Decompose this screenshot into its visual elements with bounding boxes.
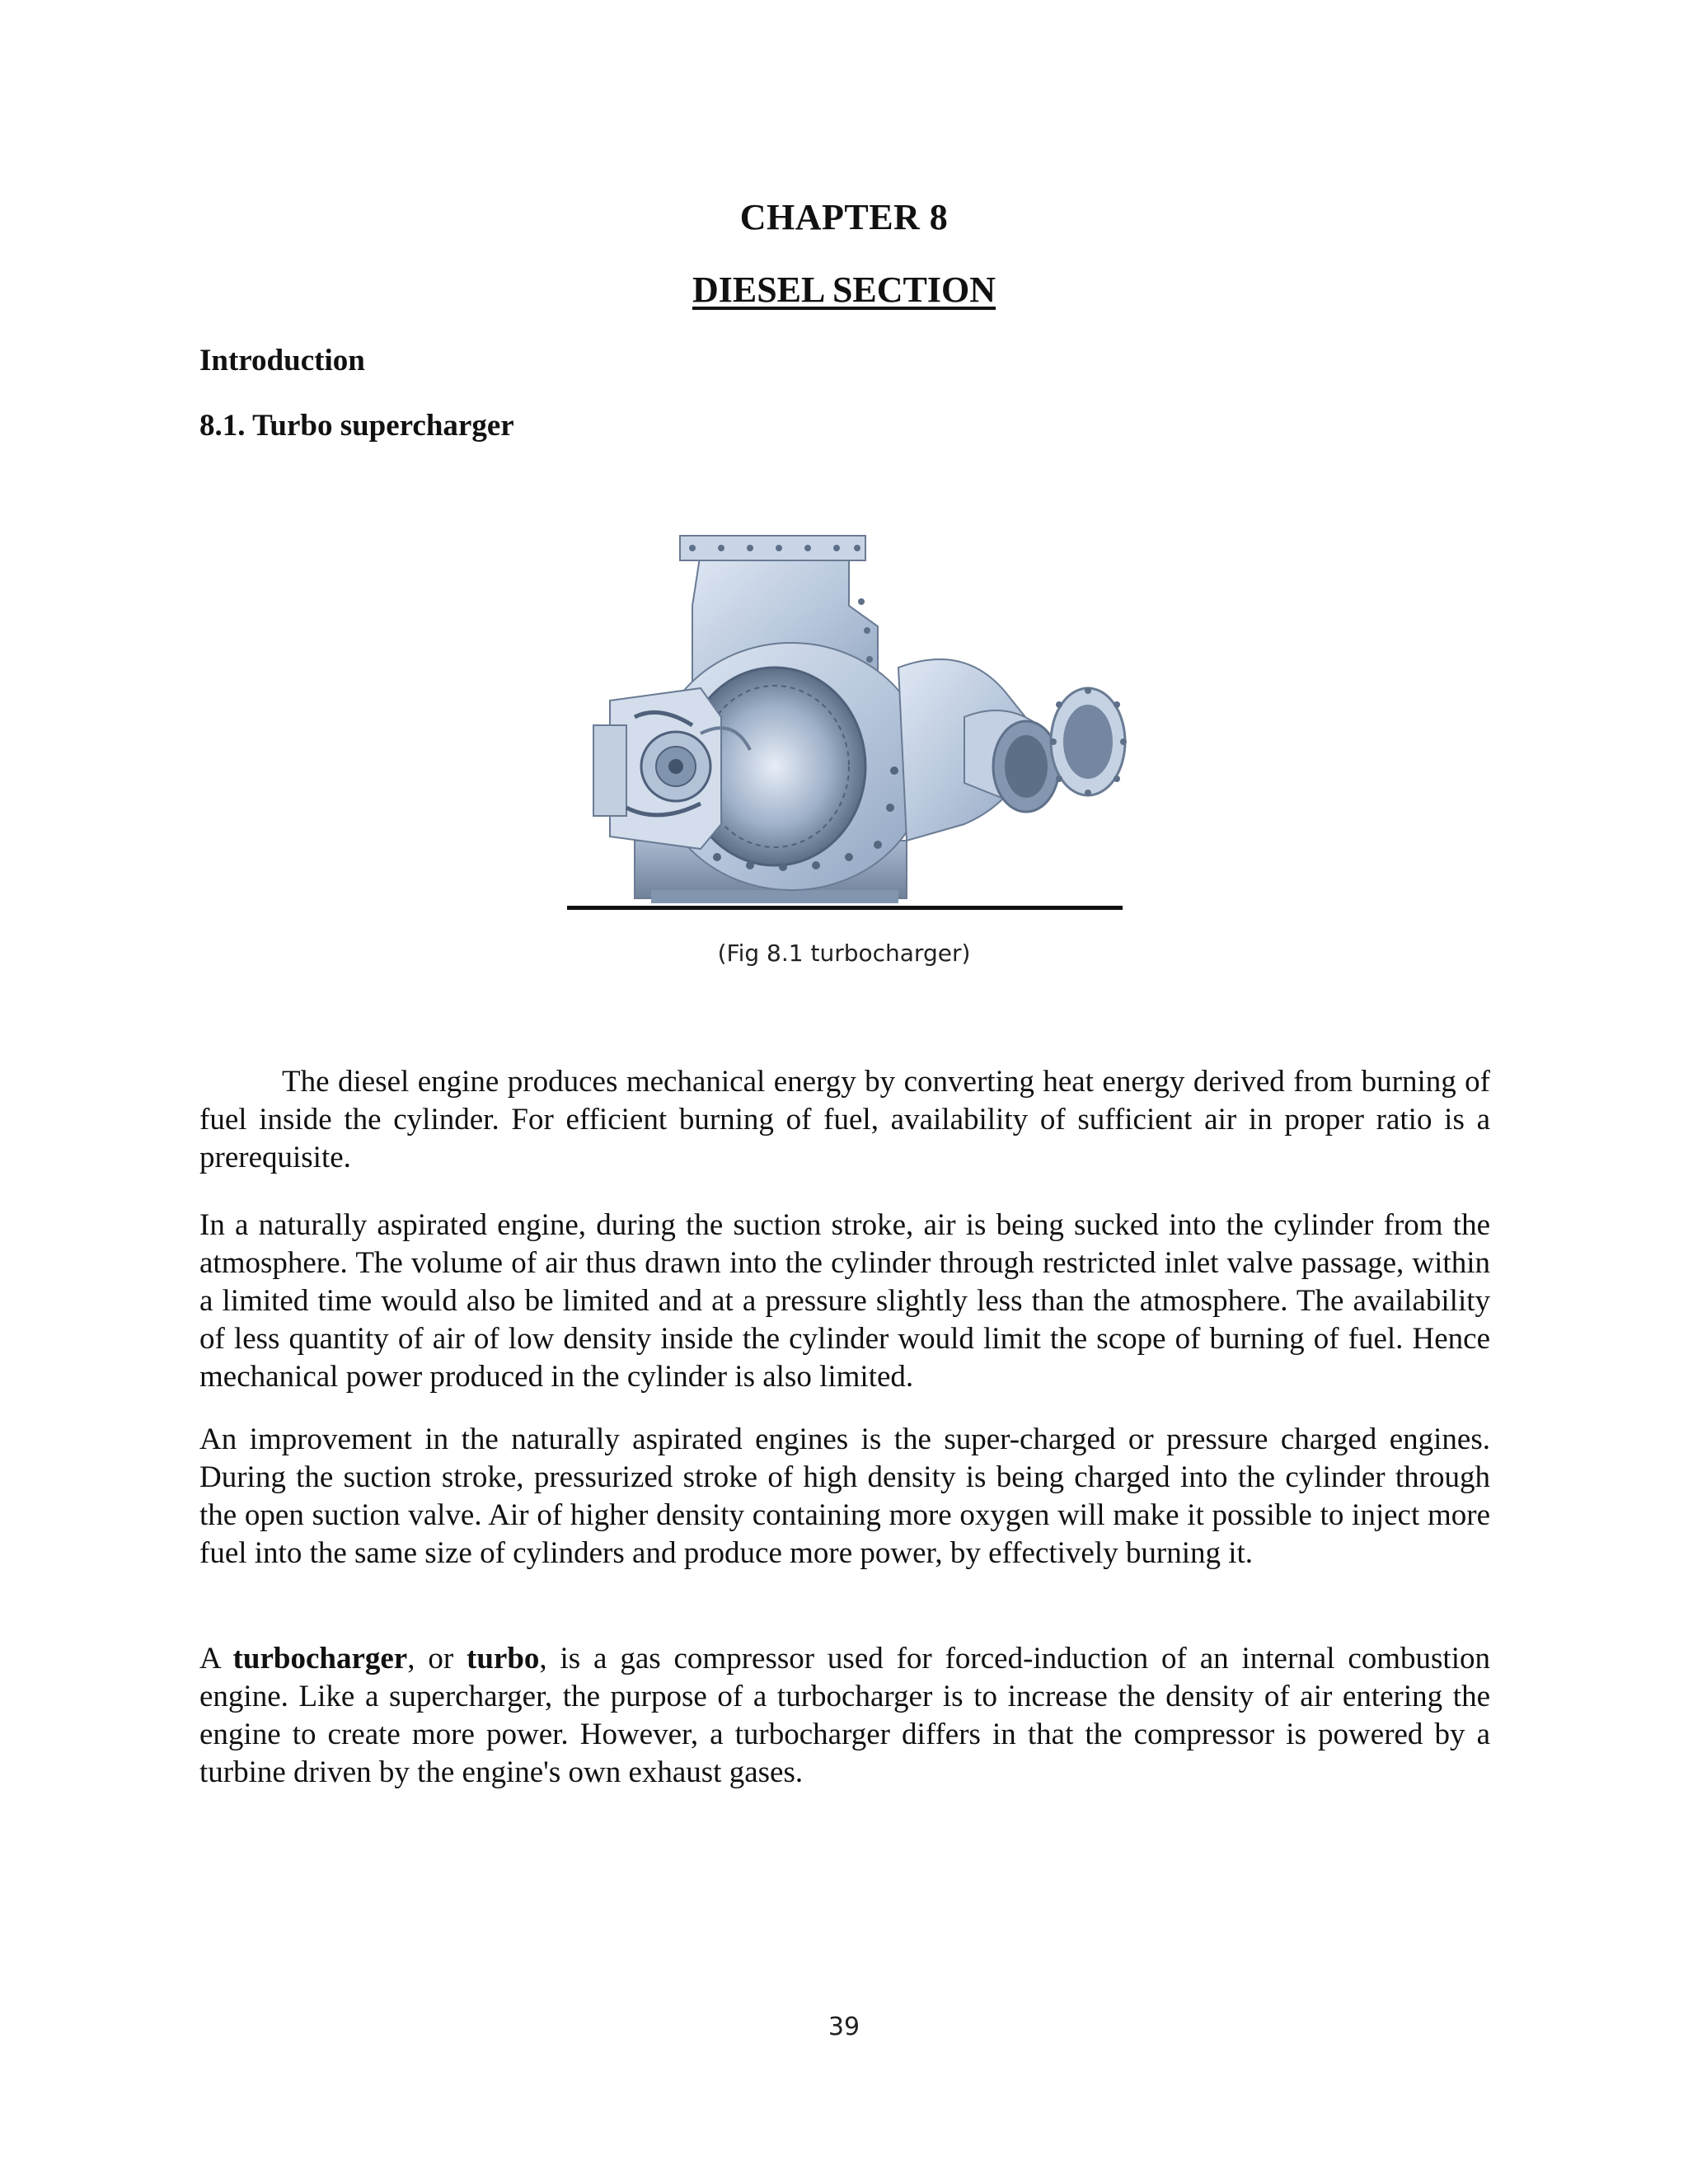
section-title: DIESEL SECTION <box>692 269 996 310</box>
paragraph-4 <box>199 1640 1490 1792</box>
paragraph-4-pre: A <box>199 1642 233 1675</box>
figure-caption: (Fig 8.1 turbocharger) <box>717 940 971 967</box>
paragraph-3: An improvement in the naturally aspirated engines is the super-charged or pressure charged engines. During the suction stroke, pressurized stroke of high density is being charged into the cylinder through the open suction valve. Air of higher density containing more oxygen will make it possible to inject more fuel into the same size of cylinders and produce more power, by effectively burning it. <box>199 1422 1490 1570</box>
paragraph-4-mid: , or <box>407 1642 467 1675</box>
figure-rule <box>567 906 1123 910</box>
paragraph-2: In a naturally aspirated engine, during the suction stroke, air is being sucked into the cylinder from the atmosphere. The volume of air thus drawn into the cylinder through restricted inlet valve passage, within a limited time would also be limited and at a pressure slightly less than the atmosphere. The availability of less quantity of air of low density inside the cylinder would limit the scope of burning of fuel. Hence mechanical power produced in the cylinder is also limited. <box>199 1208 1490 1394</box>
turbocharger-image <box>577 527 1137 908</box>
introduction-heading: Introduction <box>199 344 365 377</box>
subsection-heading: 8.1. Turbo supercharger <box>199 409 514 443</box>
term-turbo: turbo <box>467 1642 540 1675</box>
paragraph-1: The diesel engine produces mechanical energy by converting heat energy derived from burning of fuel inside the cylinder. For efficient burning of fuel, availability of sufficient air in proper ratio is a prerequisite. <box>199 1065 1490 1174</box>
paragraph-4-post: , is a gas compressor used for forced-induction of an internal combustion engine. Like a supercharger, the purpose of a turbocharger is to increase the density of air entering the engine to create more power. However, a turbocharger differs in that the compressor is powered by a turbine driven by the engine's own exhaust gases. <box>199 1642 1490 1789</box>
page-number: 39 <box>828 2013 860 2041</box>
chapter-title: CHAPTER 8 <box>739 197 949 237</box>
term-turbocharger: turbocharger <box>232 1642 408 1675</box>
